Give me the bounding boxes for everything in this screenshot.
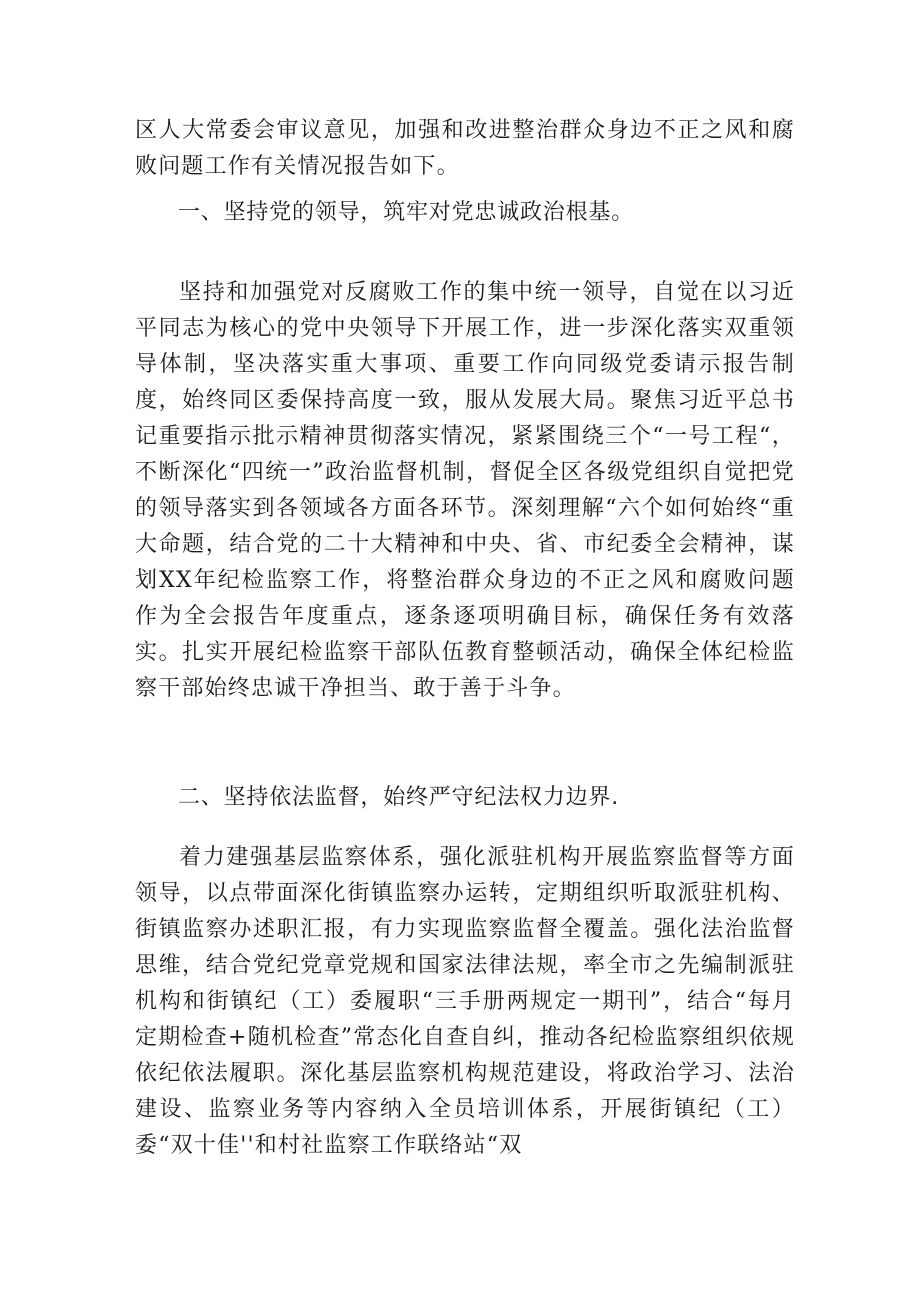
section-body-1: 坚持和加强党对反腐败工作的集中统一领导，自觉在以习近平同志为核心的党中央领导下开展工作，进一步深化落实双重领导体制，坚决落实重大事项、重要工作向同级党委请示报告制度，始终同区委保持高度一致，服从发展大局。聚焦习近平总书记重要指示批示精神贯彻落实情况，紧紧围绕三个“一号工程“，不断深化“四统一”政治监督机制，督促全区各级党组织自觉把党的领导落实到各领域各方面各环节。深刻理解“六个如何始终“重大命题，结合党的二十大精神和中央、省、市纪委全会精神，谋划XX年纪检监察工作，将整治群众身边的不正之风和腐败问题作为全会报告年度重点，逐条逐项明确目标，确保任务有效落实。扎实开展纪检监察干部队伍教育整顿活动，确保全体纪检监察干部始终忠诚干净担当、敢于善于斗争。 xyxy=(135,280,795,701)
section-heading-1: 一、坚持党的领导，筑牢对党忠诚政治根基。 xyxy=(178,200,635,225)
intro-paragraph: 区人大常委会审议意见，加强和改进整治群众身边不正之风和腐败问题工作有关情况报告如下。 xyxy=(135,118,795,179)
section-body-2: 着力建强基层监察体系，强化派驻机构开展监察监督等方面领导，以点带面深化街镇监察办运转，定期组织听取派驻机构、街镇监察办述职汇报，有力实现监察监督全覆盖。强化法治监督思维，结合党纪党章党规和国家法律法规，率全市之先编制派驻机构和街镇纪（工）委履职“三手册两规定一期刊”，结合“每月定期检查+随机检查”常态化自查自纠，推动各纪检监察组织依规依纪依法履职。深化基层监察机构规范建设，将政治学习、法治建设、监察业务等内容纳入全员培训体系，开展街镇纪（工）委“双十佳''和村社监察工作联络站“双 xyxy=(135,845,795,1158)
section-heading-2: 二、坚持依法监督，始终严守纪法权力边界. xyxy=(178,785,619,810)
